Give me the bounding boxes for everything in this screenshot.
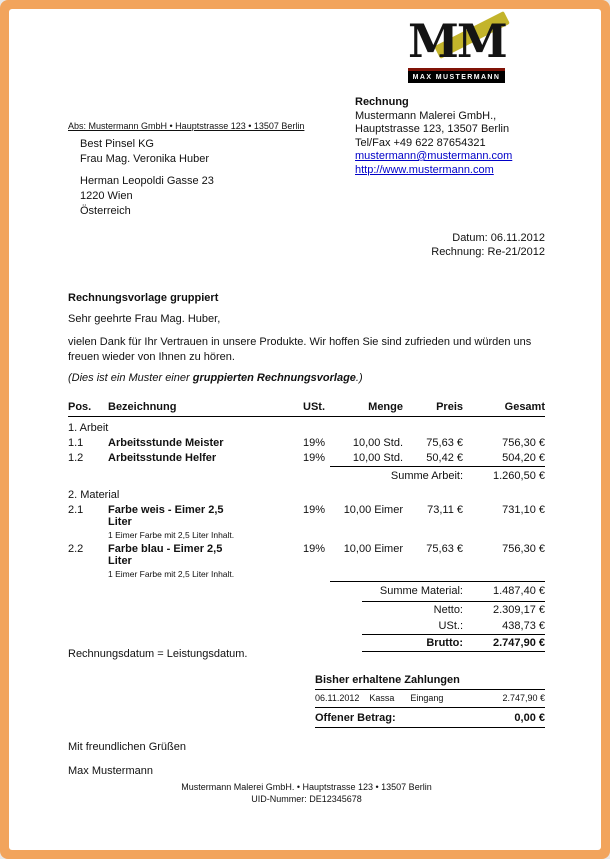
invoice-meta [431, 231, 545, 259]
item-price: 73,11 € [427, 504, 463, 516]
note-bold: gruppierten Rechnungsvorlage [192, 372, 356, 384]
item-vat: 19% [302, 452, 325, 464]
item-total: 756,30 € [502, 437, 545, 449]
payment-direction: Eingang [410, 693, 444, 703]
totals-block [362, 601, 545, 652]
company-name: Mustermann Malerei GmbH., [355, 109, 497, 122]
recipient-line: Frau Mag. Veronika Huber [80, 153, 210, 165]
total-value: 438,73 € [502, 620, 545, 632]
table-header-row [68, 401, 545, 417]
item-desc-sub: 1 Eimer Farbe mit 2,5 Liter Inhalt. [108, 569, 235, 579]
item-vat: 19% [302, 543, 325, 555]
recipient-line: Herman Leopoldi Gasse 23 [80, 175, 214, 187]
table-row [68, 451, 545, 466]
item-pos: 1.1 [68, 437, 84, 449]
col-header-qty: Menge [368, 401, 403, 413]
recipient-line: 1220 Wien [80, 190, 133, 202]
logo-letters: MM [408, 14, 506, 68]
logo-brand-text: MAX MUSTERMANN [412, 74, 501, 81]
group-title: 1. Arbeit [68, 422, 109, 434]
total-value: 2.309,17 € [493, 604, 545, 616]
item-qty: 10,00 Std. [352, 437, 403, 449]
payments-block [315, 674, 545, 728]
recipient-address [80, 137, 214, 219]
item-desc-sub: 1 Eimer Farbe mit 2,5 Liter Inhalt. [108, 530, 235, 540]
invoice-table [68, 401, 545, 652]
col-header-desc: Bezeichnung [108, 401, 177, 413]
col-header-price: Preis [436, 401, 463, 413]
salutation: Sehr geehrte Frau Mag. Huber, [68, 313, 221, 325]
service-date-note: Rechnungsdatum = Leistungsdatum. [68, 648, 248, 660]
total-label: USt.: [438, 620, 463, 632]
total-label: Brutto: [426, 637, 463, 649]
group-sum-label: Summe Material: [379, 585, 463, 597]
item-desc: Farbe weis - Eimer 2,5 Liter [108, 504, 224, 528]
total-value: 2.747,90 € [493, 637, 545, 649]
table-row [68, 503, 545, 542]
item-price: 75,63 € [426, 437, 463, 449]
item-qty: 10,00 Eimer [343, 543, 403, 555]
total-brutto-row [362, 634, 545, 652]
footer-company-line: Mustermann Malerei GmbH. • Hauptstrasse 123 • 13507 Berlin [181, 782, 432, 792]
item-pos: 2.1 [68, 504, 84, 516]
watermark-text: blog [16, 794, 28, 818]
note-prefix: (Dies ist ein Muster einer [68, 372, 193, 384]
item-vat: 19% [302, 504, 325, 516]
note-suffix: .) [355, 372, 363, 384]
item-pos: 1.2 [68, 452, 84, 464]
payment-row [315, 690, 545, 708]
letter-body: vielen Dank für Ihr Vertrauen in unsere Produkte. Wir hoffen Sie sind zufrieden und würden uns freuen wieder von Ihnen zu hören. [68, 336, 532, 363]
item-total: 504,20 € [502, 452, 545, 464]
item-vat: 19% [302, 437, 325, 449]
col-header-pos: Pos. [68, 401, 92, 413]
col-header-vat: USt. [303, 401, 325, 413]
company-logo [408, 14, 505, 83]
open-amount-row [315, 708, 545, 728]
payment-amount: 2.747,90 € [502, 693, 545, 703]
company-header [355, 96, 512, 177]
total-ust-row [362, 618, 545, 634]
open-amount-value: 0,00 € [514, 712, 545, 724]
company-telfax: Tel/Fax +49 622 87654321 [355, 136, 486, 149]
letter-title: Rechnungsvorlage gruppiert [68, 292, 219, 304]
payments-title: Bisher erhaltene Zahlungen [315, 674, 545, 690]
payment-date: 06.11.2012 [315, 693, 360, 703]
item-qty: 10,00 Std. [352, 452, 403, 464]
company-email-link[interactable]: mustermann@mustermann.com [355, 150, 513, 162]
signature-name: Max Mustermann [68, 765, 153, 777]
invoice-number: Rechnung: Re-21/2012 [431, 246, 545, 258]
footer-uid-line: UID-Nummer: DE12345678 [251, 794, 362, 804]
closing-regards: Mit freundlichen Grüßen [68, 741, 186, 753]
group-sum-value: 1.260,50 € [493, 470, 545, 482]
group-sum-value: 1.487,40 € [493, 585, 545, 597]
group-sum-row [330, 581, 545, 599]
letter-note [68, 372, 363, 384]
company-street: Hauptstrasse 123, 13507 Berlin [355, 123, 510, 135]
item-qty: 10,00 Eimer [343, 504, 403, 516]
doc-type-label: Rechnung [355, 96, 409, 108]
recipient-line: Best Pinsel KG [80, 138, 154, 150]
group-sum-label: Summe Arbeit: [390, 470, 463, 482]
payment-method: Kassa [369, 693, 395, 703]
company-web-link[interactable]: http://www.mustermann.com [355, 163, 494, 176]
item-desc: Arbeitsstunde Helfer [108, 452, 217, 464]
table-row [68, 542, 545, 581]
item-pos: 2.2 [68, 543, 84, 555]
table-row [68, 436, 545, 451]
item-price: 50,42 € [426, 452, 463, 464]
group-sum-row [330, 466, 545, 484]
open-amount-label: Offener Betrag: [315, 712, 396, 724]
item-total: 756,30 € [502, 543, 545, 555]
item-desc: Farbe blau - Eimer 2,5 Liter [108, 543, 223, 567]
document-footer [68, 781, 545, 805]
sender-return-address: Abs: Mustermann GmbH • Hauptstrasse 123 • 13507 Berlin [68, 121, 305, 131]
item-price: 75,63 € [426, 543, 463, 555]
recipient-line: Österreich [80, 205, 131, 217]
logo-brand-bar [408, 71, 505, 83]
group-title: 2. Material [68, 489, 120, 501]
item-desc: Arbeitsstunde Meister [108, 437, 224, 449]
total-netto-row [362, 602, 545, 618]
col-header-total: Gesamt [504, 401, 545, 413]
total-label: Netto: [433, 604, 463, 616]
invoice-date: Datum: 06.11.2012 [452, 232, 545, 244]
item-total: 731,10 € [502, 504, 545, 516]
